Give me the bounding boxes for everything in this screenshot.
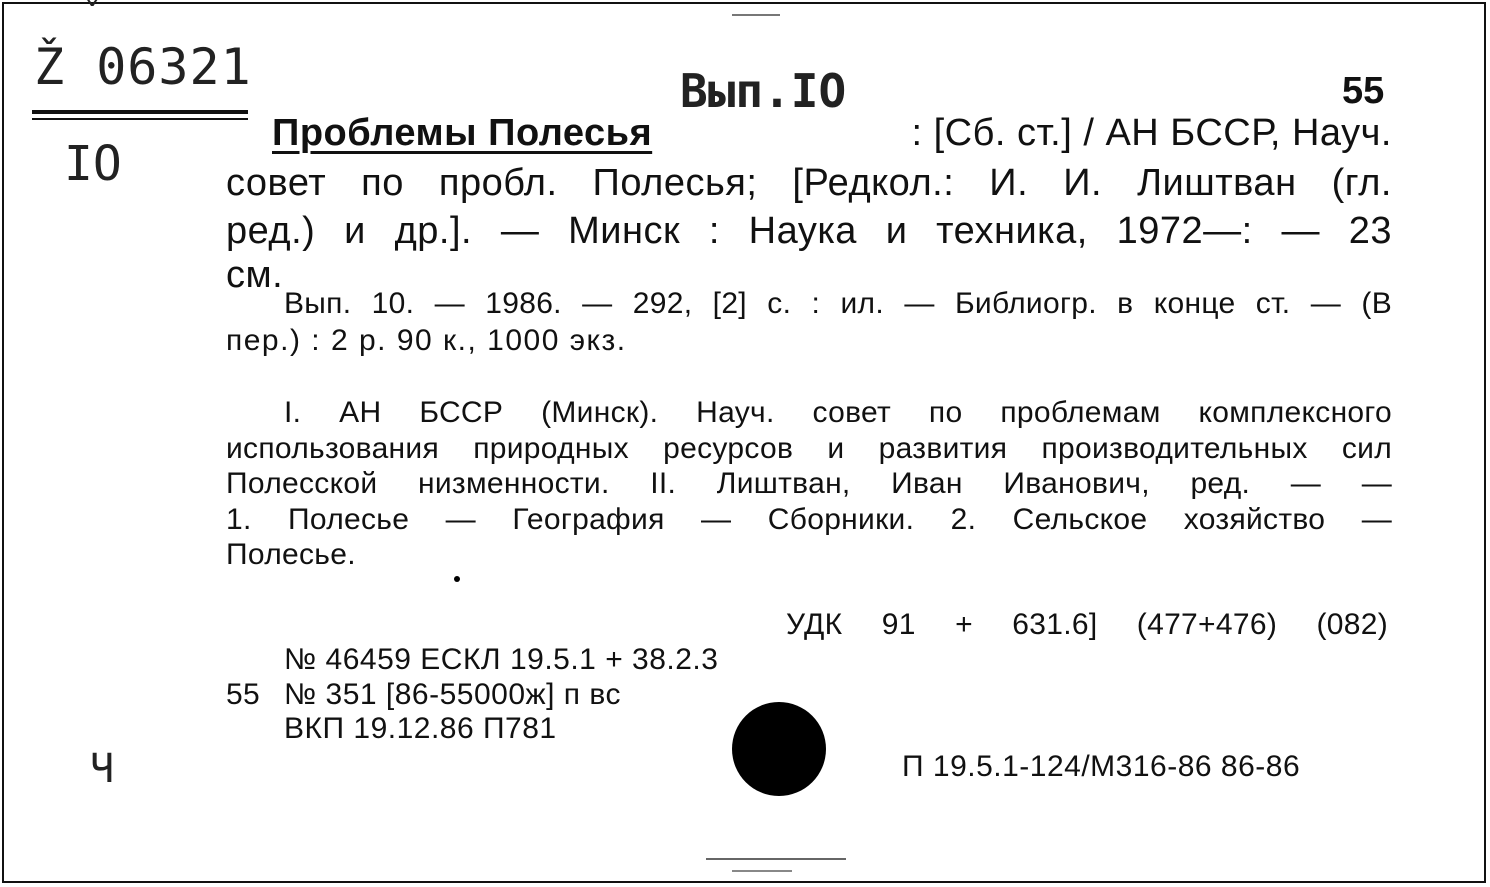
entry-line-1-rest: : [Сб. ст.] / АН БССР, Науч. — [911, 112, 1392, 154]
call-number-underline-2 — [32, 118, 248, 120]
main-entry-line-1 — [272, 112, 1392, 155]
scan-mark-bottom — [706, 858, 846, 860]
line-55-prefix: 55 — [226, 678, 260, 711]
tracing-line-1: I. АН БССР (Минск). Науч. совет по проблемам комплексного — [284, 396, 1392, 429]
issue-note-line-1: Вып. 10. — 1986. — 292, [2] с. : ил. — Библиогр. в конце ст. — (В — [284, 287, 1392, 320]
card-number-line: № 46459 ЕСКЛ 19.5.1 + 38.2.3 — [284, 643, 719, 676]
tracing-line-2: использования природных ресурсов и развития производительных сил — [226, 432, 1392, 465]
entry-title: Проблемы Полесья — [272, 112, 653, 154]
order-number-line: № 351 [86-55000ж] п вс — [284, 678, 621, 711]
ink-speck — [454, 576, 460, 582]
udc-line: УДК 91 + 631.6] (477+476) (082) — [786, 608, 1388, 641]
vkp-line: ВКП 19.12.86 П781 — [284, 712, 557, 745]
scan-mark-top — [732, 14, 780, 16]
tracing-line-5: Полесье. — [226, 538, 356, 571]
main-entry-line-3: ред.) и др.]. — Минск : Наука и техника, 1972—: — 23 — [226, 210, 1392, 252]
volume-mark: IO — [64, 136, 122, 192]
call-number-underline — [32, 110, 248, 114]
tracing-line-4: 1. Полесье — География — Сборники. 2. Сельское хозяйство — — [226, 503, 1392, 536]
call-number: Ž 06321 — [34, 38, 252, 96]
tracing-line-3: Полесской низменности. II. Лиштван, Иван Иванович, ред. — — — [226, 467, 1392, 500]
issue-stamp: Вып.IO — [680, 64, 847, 118]
punch-hole-dot — [732, 702, 826, 796]
corner-mark: ˇ — [82, 0, 103, 36]
handwritten-initial: Ч — [90, 746, 115, 792]
p-code-line: П 19.5.1-124/М316-86 86-86 — [902, 750, 1301, 783]
issue-note-line-2: пер.) : 2 р. 90 к., 1000 экз. — [226, 324, 627, 357]
main-entry-line-2: совет по пробл. Полесья; [Редкол.: И. И. Лиштван (гл. — [226, 162, 1392, 204]
main-entry-line-4: см. — [226, 254, 284, 296]
scan-mark-bottom-2 — [732, 870, 792, 872]
page-number: 55 — [1342, 70, 1385, 112]
